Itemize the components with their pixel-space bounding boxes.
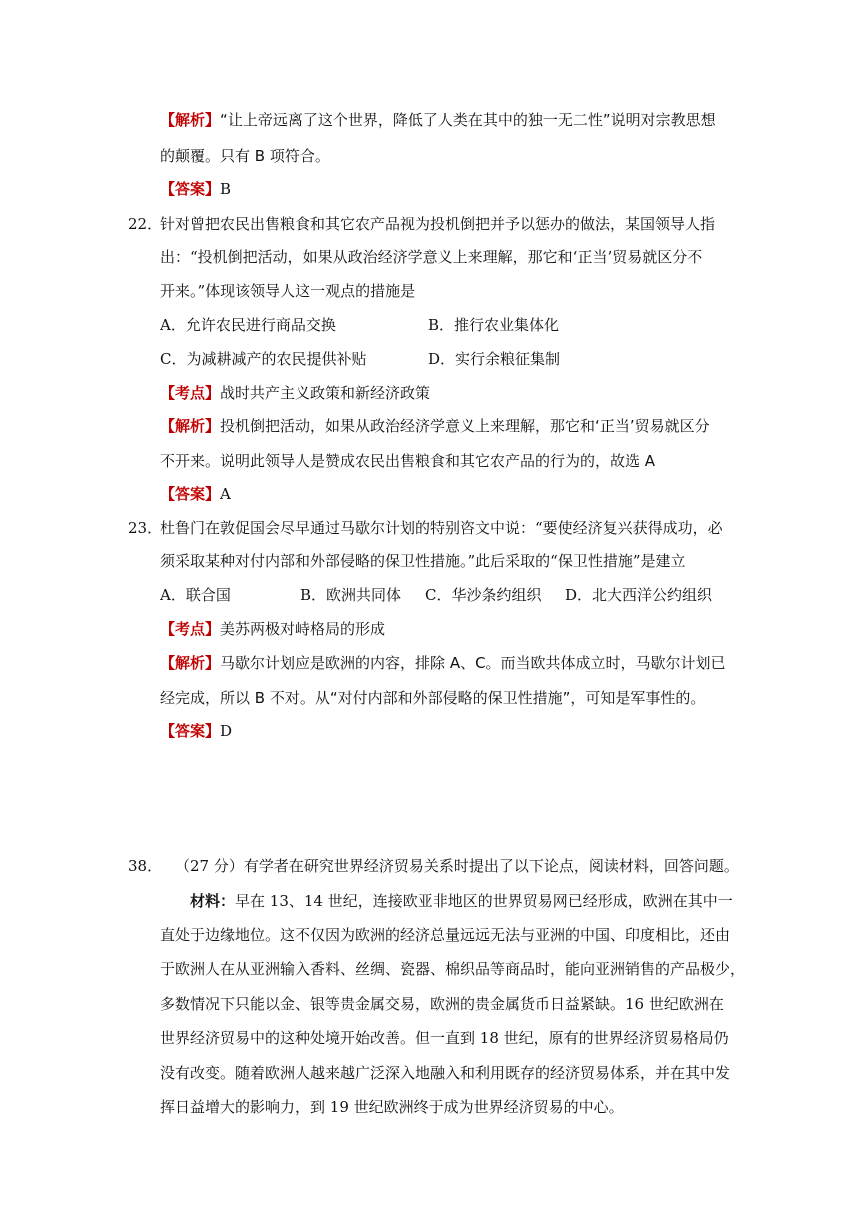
- q22-option-a: A．允许农民进行商品交换: [160, 316, 336, 334]
- q38-material-line6: 没有改变。随着欧洲人越来越广泛深入地融入和利用既存的经济贸易体系，并在其中发: [160, 1064, 731, 1082]
- answer-tag: 【答案】: [160, 722, 221, 740]
- q38-material-line1: 材料：早在 13、14 世纪，连接欧亚非地区的世界贸易网已经形成，欧洲在其中一: [190, 892, 733, 910]
- q23-option-d: D．北大西洋公约组织: [565, 586, 713, 604]
- q23-option-b: B．欧洲共同体: [300, 586, 402, 604]
- q22-analysis-line2: 不开来。说明此领导人是赞成农民出售粮食和其它农产品的行为的，故选 A: [160, 452, 656, 470]
- q22-point: 【考点】战时共产主义政策和新经济政策: [160, 384, 431, 402]
- answer-value: A: [220, 485, 231, 503]
- q22-stem-line3: 开来。”体现该领导人这一观点的措施是: [160, 282, 416, 300]
- q21-analysis-line2: 的颠覆。只有 B 项符合。: [160, 147, 330, 165]
- q22-stem-line2: 出：“投机倒把活动，如果从政治经济学意义上来理解，那它和‘正当’贸易就区分不: [160, 248, 703, 266]
- q23-stem-line2: 须采取某种对付内部和外部侵略的保卫性措施。”此后采取的“保卫性措施”是建立: [160, 552, 686, 570]
- q21-analysis-line1: 【解析】“让上帝远离了这个世界，降低了人类在其中的独一无二性”说明对宗教思想: [160, 111, 716, 129]
- q38-material-line2: 直处于边缘地位。这不仅因为欧洲的经济总量远远无法与亚洲的中国、印度相比，还由: [160, 926, 731, 944]
- q38-material-line5: 世界经济贸易中的这种处境开始改善。但一直到 18 世纪，原有的世界经济贸易格局仍: [160, 1029, 729, 1047]
- q22-option-d: D．实行余粮征集制: [428, 350, 561, 368]
- q38-material-line7: 挥日益增大的影响力，到 19 世纪欧洲终于成为世界经济贸易的中心。: [160, 1098, 624, 1116]
- q22-option-b: B．推行农业集体化: [428, 316, 560, 334]
- q23-option-a: A．联合国: [160, 586, 231, 604]
- q23-analysis-line1: 【解析】马歇尔计划应是欧洲的内容，排除 A、C。而当欧共体成立时，马歇尔计划已: [160, 654, 726, 672]
- answer-tag: 【答案】: [160, 180, 221, 198]
- analysis-tag: 【解析】: [160, 111, 221, 129]
- analysis-tag: 【解析】: [160, 417, 221, 435]
- q22-answer: [160, 484, 231, 504]
- q23-stem-line1: 杜鲁门在敦促国会尽早通过马歇尔计划的特别咨文中说：“要使经济复兴获得成功，必: [160, 519, 723, 537]
- q23-answer: [160, 721, 232, 741]
- answer-value: B: [220, 180, 232, 198]
- answer-tag: 【答案】: [160, 485, 221, 503]
- q23-option-c: C．华沙条约组织: [425, 586, 542, 604]
- q23-analysis-line2: 经完成，所以 B 不对。从“对付内部和外部侵略的保卫性措施”，可知是军事性的。: [160, 689, 706, 707]
- q23-point: 【考点】美苏两极对峙格局的形成: [160, 620, 386, 638]
- q23-number: 23．: [128, 519, 163, 537]
- q38-material-line4: 多数情况下只能以金、银等贵金属交易，欧洲的贵金属货币日益紧缺。16 世纪欧洲在: [160, 995, 724, 1013]
- q22-stem-line1: 针对曾把农民出售粮食和其它农产品视为投机倒把并予以惩办的做法，某国领导人指: [160, 215, 716, 233]
- q21-answer: [160, 179, 231, 199]
- analysis-tag: 【解析】: [160, 654, 221, 672]
- q22-option-c: C．为减耕减产的农民提供补贴: [160, 350, 367, 368]
- point-tag: 【考点】: [160, 620, 221, 638]
- answer-value: D: [220, 722, 233, 740]
- q38-stem: （27 分）有学者在研究世界经济贸易关系时提出了以下论点，阅读材料，回答问题。: [175, 857, 739, 875]
- point-tag: 【考点】: [160, 384, 221, 402]
- q38-number: 38．: [128, 857, 163, 875]
- q22-analysis-line1: 【解析】投机倒把活动，如果从政治经济学意义上来理解，那它和‘正当’贸易就区分: [160, 417, 710, 435]
- q38-material-line3: 于欧洲人在从亚洲输入香料、丝绸、瓷器、棉织品等商品时，能向亚洲销售的产品极少，: [160, 960, 746, 978]
- q22-number: 22．: [128, 215, 163, 233]
- material-label: 材料：: [190, 892, 236, 910]
